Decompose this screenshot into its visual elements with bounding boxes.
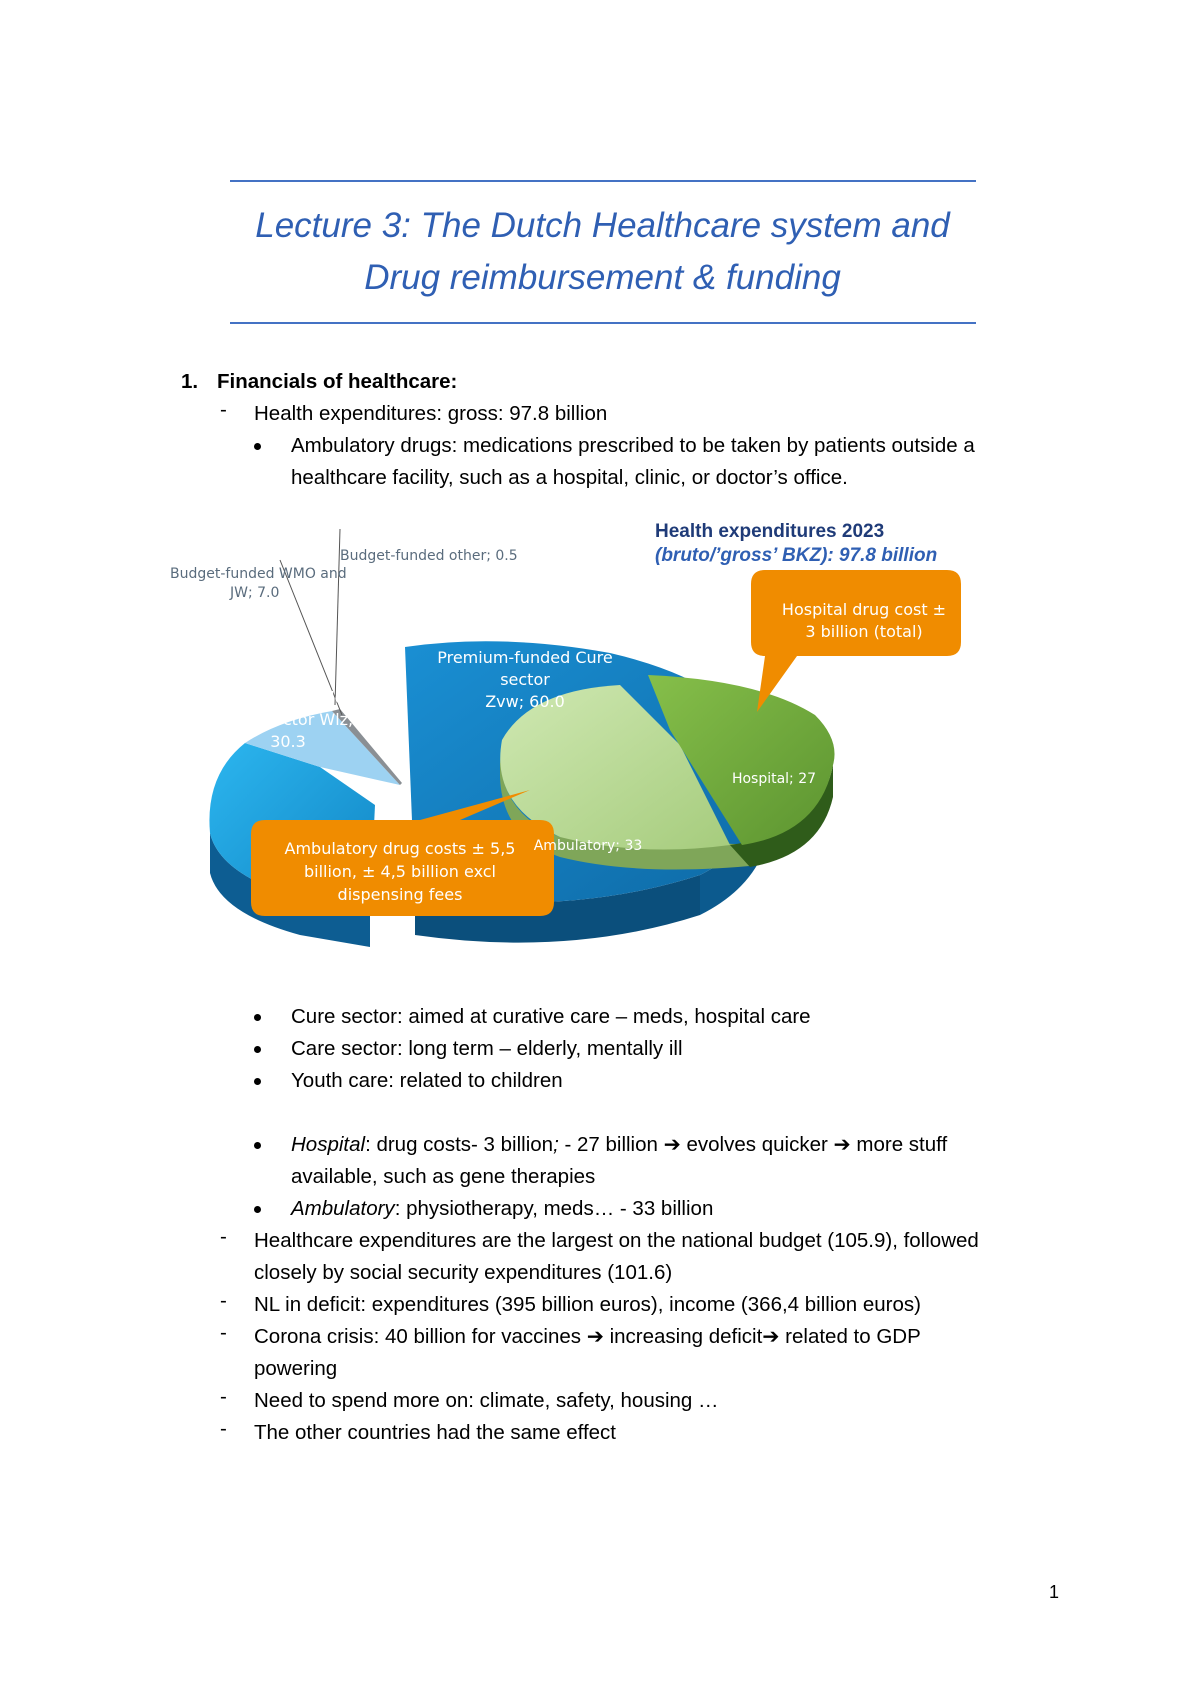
page-number: 1 — [1049, 1582, 1060, 1602]
dash-healthcare-budget-2: closely by social security expenditures (101.6) — [254, 1261, 673, 1284]
dash-corona-crisis — [254, 1321, 921, 1353]
dash-marker: - — [220, 398, 227, 421]
health-expenditures-line: Health expenditures: gross: 97.8 billion — [254, 402, 608, 425]
ambulatory-definition-line-2: healthcare facility, such as a hospital, clinic, or doctor’s office. — [291, 466, 848, 489]
dash-marker: - — [220, 1225, 227, 1248]
chart-subtitle: (bruto/’gross’ BKZ): 97.8 billion — [655, 545, 938, 566]
chart-title: Health expenditures 2023 — [655, 521, 885, 542]
bullet-care-sector: Care sector: long term – elderly, mentally ill — [291, 1037, 683, 1060]
bullet-dot — [254, 1014, 261, 1021]
chart-svg — [170, 515, 1050, 990]
corona-text-3: related to GDP — [779, 1325, 921, 1348]
hospital-text-2: - 27 billion — [558, 1133, 664, 1156]
section-number: 1. — [181, 370, 199, 393]
bullet-hospital-line2: available, such as gene therapies — [291, 1165, 596, 1188]
ambulatory-text: : physiotherapy, meds… - 33 billion — [394, 1197, 714, 1220]
dash-spend-more: Need to spend more on: climate, safety, housing … — [254, 1389, 719, 1412]
bullet-dot — [254, 1046, 261, 1053]
callout-ambulatory-line1: Ambulatory drug costs ± 5,5 — [284, 839, 516, 858]
arrow-icon: ➔ — [586, 1325, 604, 1348]
label-budget-wmo-line2: JW; 7.0 — [230, 585, 280, 601]
hospital-text-1: : drug costs- 3 billion — [365, 1133, 554, 1156]
section-heading-text: Financials of healthcare: — [217, 370, 458, 393]
bullet-dot — [254, 1206, 261, 1213]
callout-hospital-line2: 3 billion (total) — [805, 622, 923, 641]
dash-marker: - — [220, 1321, 227, 1344]
health-expenditures-chart — [170, 515, 1050, 990]
title-line-1: Lecture 3: The Dutch Healthcare system and — [255, 206, 950, 245]
dash-marker: - — [220, 1385, 227, 1408]
dash-other-countries: The other countries had the same effect — [254, 1421, 617, 1444]
label-budget-other: Budget-funded other; 0.5 — [340, 548, 518, 564]
label-cure-line1: Premium-funded Cure — [437, 648, 613, 667]
arrow-icon: ➔ — [663, 1133, 681, 1156]
bullet-hospital — [291, 1129, 947, 1161]
page-title — [200, 200, 1005, 304]
label-hospital: Hospital; 27 — [731, 771, 817, 787]
label-ambulatory: Ambulatory; 33 — [533, 838, 643, 854]
arrow-icon: ➔ — [762, 1325, 780, 1348]
corona-text-1: Corona crisis: 40 billion for vaccines — [254, 1325, 587, 1348]
title-bottom-rule — [230, 322, 976, 324]
hospital-text-3: evolves quicker — [680, 1133, 834, 1156]
hospital-semicolon: ; — [553, 1133, 559, 1156]
hospital-text-4: more stuff — [850, 1133, 948, 1156]
ambulatory-italic: Ambulatory — [291, 1197, 395, 1220]
title-top-rule — [230, 180, 976, 182]
dash-corona-crisis-line2: powering — [254, 1357, 338, 1380]
dash-marker: - — [220, 1417, 227, 1440]
callout-ambulatory-line3: dispensing fees — [337, 885, 463, 904]
section-heading — [181, 366, 457, 398]
bullet-ambulatory — [291, 1193, 713, 1225]
ambulatory-definition-line-1: Ambulatory drugs: medications prescribed to be taken by patients outside a — [291, 434, 975, 457]
bullet-cure-sector: Cure sector: aimed at curative care – meds, hospital care — [291, 1005, 811, 1028]
bullet-dot — [254, 1078, 261, 1085]
hospital-italic: Hospital — [291, 1133, 366, 1156]
label-care-line1: Premium-funded — [221, 688, 355, 707]
callout-hospital-line1: Hospital drug cost ± — [781, 600, 947, 619]
dash-nl-deficit: NL in deficit: expenditures (395 billion euros), income (366,4 billion euros) — [254, 1293, 921, 1316]
arrow-icon: ➔ — [833, 1133, 851, 1156]
bullet-youth-care: Youth care: related to children — [291, 1069, 563, 1092]
label-care-line2: Care sector Wlz; — [222, 710, 354, 729]
corona-text-2: increasing deficit — [603, 1325, 763, 1348]
hospital-callout-shape — [751, 570, 961, 712]
bullet-dot — [254, 443, 261, 450]
dash-marker: - — [220, 1289, 227, 1312]
title-line-2: Drug reimbursement & funding — [364, 258, 841, 297]
bullet-dot — [254, 1142, 261, 1149]
label-care-line3: 30.3 — [270, 732, 306, 751]
label-cure-line3: Zvw; 60.0 — [485, 692, 565, 711]
label-budget-wmo-line1: Budget-funded WMO and — [170, 566, 347, 582]
dash-healthcare-budget-1: Healthcare expenditures are the largest on the national budget (105.9), followed — [254, 1229, 979, 1252]
label-cure-line2: sector — [500, 670, 550, 689]
callout-ambulatory-line2: billion, ± 4,5 billion excl — [303, 862, 497, 881]
